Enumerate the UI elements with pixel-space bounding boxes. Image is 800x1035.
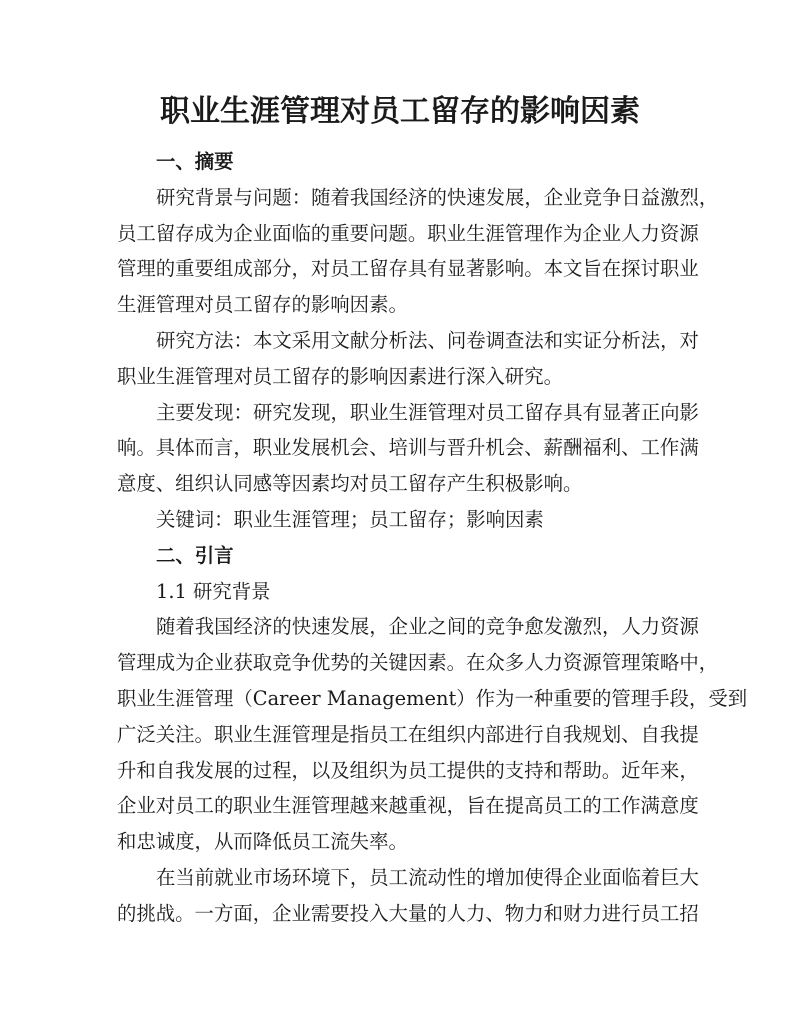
text-line: 广泛关注。职业生涯管理是指员工在组织内部进行自我规划、自我提 xyxy=(117,722,699,746)
document-title: 职业生涯管理对员工留存的影响因素 xyxy=(160,94,640,129)
text-line: 主要发现：研究发现，职业生涯管理对员工留存具有显著正向影 xyxy=(156,400,699,424)
section-heading: 二、引言 xyxy=(156,543,234,567)
text-line: 的挑战。一方面，企业需要投入大量的人力、物力和财力进行员工招 xyxy=(117,901,699,925)
text-line: 升和自我发展的过程，以及组织为员工提供的支持和帮助。近年来， xyxy=(117,758,699,782)
text-line: 关键词：职业生涯管理；员工留存；影响因素 xyxy=(156,507,544,531)
text-line: 员工留存成为企业面临的重要问题。职业生涯管理作为企业人力资源 xyxy=(117,221,699,245)
text-line: 随着我国经济的快速发展，企业之间的竞争愈发激烈，人力资源 xyxy=(156,615,699,639)
text-line: 和忠诚度，从而降低员工流失率。 xyxy=(117,830,408,854)
text-line: 职业生涯管理（Career Management）作为一种重要的管理手段，受到 xyxy=(117,686,748,710)
document-body xyxy=(117,144,748,932)
section-heading: 一、摘要 xyxy=(156,150,234,173)
text-line: 1.1 研究背景 xyxy=(156,579,271,603)
text-line: 管理的重要组成部分，对员工留存具有显著影响。本文旨在探讨职业 xyxy=(117,257,699,281)
text-line: 管理成为企业获取竞争优势的关键因素。在众多人力资源管理策略中， xyxy=(117,651,719,675)
text-line: 在当前就业市场环境下，员工流动性的增加使得企业面临着巨大 xyxy=(156,865,699,889)
text-line: 企业对员工的职业生涯管理越来越重视，旨在提高员工的工作满意度 xyxy=(117,794,699,818)
text-line: 生涯管理对员工留存的影响因素。 xyxy=(117,293,408,317)
text-line: 响。具体而言，职业发展机会、培训与晋升机会、薪酬福利、工作满 xyxy=(117,436,699,460)
text-line: 研究背景与问题：随着我国经济的快速发展，企业竞争日益激烈， xyxy=(156,185,719,209)
text-line: 职业生涯管理对员工留存的影响因素进行深入研究。 xyxy=(117,364,563,388)
text-line: 研究方法：本文采用文献分析法、问卷调查法和实证分析法，对 xyxy=(156,328,699,352)
text-line: 意度、组织认同感等因素均对员工留存产生积极影响。 xyxy=(117,472,583,496)
